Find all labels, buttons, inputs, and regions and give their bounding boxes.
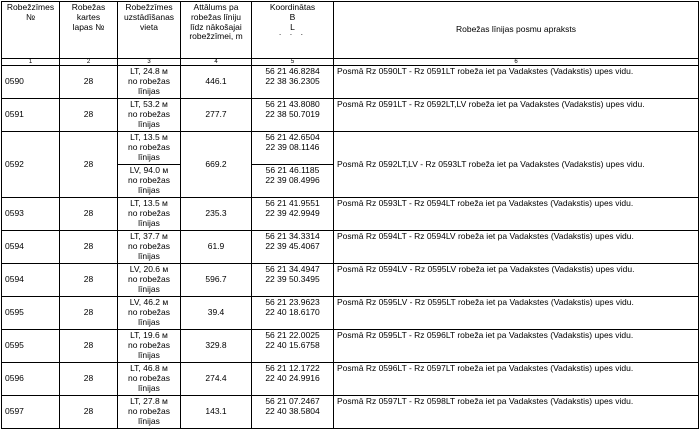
column-number: 5 bbox=[252, 59, 334, 66]
segment-description: Posmā Rz 0595LT - Rz 0596LT robeža iet pa Vadakstes (Vadakstis) upes vidu. bbox=[334, 330, 699, 363]
table-row bbox=[2, 363, 699, 396]
marker-number: 0592 bbox=[2, 132, 60, 198]
table-row bbox=[2, 264, 699, 297]
distance-value: 61.9 bbox=[181, 231, 252, 264]
marker-number: 0597 bbox=[2, 396, 60, 429]
sheet-number: 28 bbox=[60, 99, 118, 132]
table-row bbox=[2, 231, 699, 264]
marker-number: 0595 bbox=[2, 297, 60, 330]
marker-number: 0593 bbox=[2, 198, 60, 231]
distance-value: 669.2 bbox=[181, 132, 252, 198]
distance-value: 596.7 bbox=[181, 264, 252, 297]
sheet-number: 28 bbox=[60, 66, 118, 99]
header-distance: Attālums pa robežas līniju līdz nākošajai robežzīmei, m bbox=[181, 2, 252, 59]
distance-value: 235.3 bbox=[181, 198, 252, 231]
table-row bbox=[2, 198, 699, 231]
distance-value: 446.1 bbox=[181, 66, 252, 99]
column-number: 6 bbox=[334, 59, 699, 66]
marker-number: 0594 bbox=[2, 231, 60, 264]
column-number: 3 bbox=[118, 59, 181, 66]
location-cell: LT, 13.5 м no robežas līnijas bbox=[118, 132, 181, 165]
location-cell: LV, 94.0 м no robežas līnijas bbox=[118, 165, 181, 198]
coordinates-cell: 56 21 34.4947 22 39 50.3495 bbox=[252, 264, 334, 297]
location-cell: LT, 24.8 м no robežas līnijas bbox=[118, 66, 181, 99]
sheet-number: 28 bbox=[60, 132, 118, 198]
segment-description: Posmā Rz 0594LT - Rz 0594LV robeža iet pa Vadakstes (Vadakstis) upes vidu. bbox=[334, 231, 699, 264]
coordinates-cell: 56 21 46.1185 22 39 08.4996 bbox=[252, 165, 334, 198]
segment-description: Posmā Rz 0597LT - Rz 0598LT robeža iet pa Vadakstes (Vadakstis) upes vidu. bbox=[334, 396, 699, 429]
coordinates-cell: 56 21 42.6504 22 39 08.1146 bbox=[252, 132, 334, 165]
coordinates-cell: 56 21 34.3314 22 39 45.4067 bbox=[252, 231, 334, 264]
segment-description: Posmā Rz 0593LT - Rz 0594LT robeža iet pa Vadakstes (Vadakstis) upes vidu. bbox=[334, 198, 699, 231]
table-row bbox=[2, 99, 699, 132]
boundary-table bbox=[1, 1, 699, 429]
distance-value: 143.1 bbox=[181, 396, 252, 429]
column-number: 4 bbox=[181, 59, 252, 66]
marker-number: 0594 bbox=[2, 264, 60, 297]
location-cell: LT, 37.7 м no robežas līnijas bbox=[118, 231, 181, 264]
segment-description: Posmā Rz 0591LT - Rz 0592LT,LV robeža iet pa Vadakstes (Vadakstis) upes vidu. bbox=[334, 99, 699, 132]
coordinates-cell: 56 21 41.9551 22 39 42.9949 bbox=[252, 198, 334, 231]
location-cell: LT, 27.8 м no robežas līnijas bbox=[118, 396, 181, 429]
distance-value: 277.7 bbox=[181, 99, 252, 132]
sheet-number: 28 bbox=[60, 363, 118, 396]
location-cell: LV, 46.2 м no robežas līnijas bbox=[118, 297, 181, 330]
marker-number: 0596 bbox=[2, 363, 60, 396]
segment-description: Posmā Rz 0596LT - Rz 0597LT robeža iet pa Vadakstes (Vadakstis) upes vidu. bbox=[334, 363, 699, 396]
sheet-number: 28 bbox=[60, 198, 118, 231]
table-row bbox=[2, 66, 699, 99]
distance-value: 329.8 bbox=[181, 330, 252, 363]
sheet-number: 28 bbox=[60, 231, 118, 264]
header-location: Robežzīmes uzstādīšanas vieta bbox=[118, 2, 181, 59]
distance-value: 274.4 bbox=[181, 363, 252, 396]
sheet-number: 28 bbox=[60, 396, 118, 429]
coordinates-cell: 56 21 46.8284 22 38 36.2305 bbox=[252, 66, 334, 99]
coordinates-cell: 56 21 07.2467 22 40 38.5804 bbox=[252, 396, 334, 429]
sheet-number: 28 bbox=[60, 330, 118, 363]
coordinates-cell: 56 21 12.1722 22 40 24.9916 bbox=[252, 363, 334, 396]
location-cell: LT, 53.2 м no robežas līnijas bbox=[118, 99, 181, 132]
table-row bbox=[2, 396, 699, 429]
marker-number: 0591 bbox=[2, 99, 60, 132]
marker-number: 0595 bbox=[2, 330, 60, 363]
segment-description: Posmā Rz 0590LT - Rz 0591LT robeža iet pa Vadakstes (Vadakstis) upes vidu. bbox=[334, 66, 699, 99]
distance-value: 39.4 bbox=[181, 297, 252, 330]
header-description: Robežas līnijas posmu apraksts bbox=[334, 2, 699, 59]
segment-description: Posmā Rz 0592LT,LV - Rz 0593LT robeža iet pa Vadakstes (Vadakstis) upes vidu. bbox=[334, 132, 699, 198]
segment-description: Posmā Rz 0594LV - Rz 0595LV robeža iet pa Vadakstes (Vadakstis) upes vidu. bbox=[334, 264, 699, 297]
column-number: 2 bbox=[60, 59, 118, 66]
header-coordinates: Koordinātas B L · · · bbox=[252, 2, 334, 59]
sheet-number: 28 bbox=[60, 264, 118, 297]
coordinates-cell: 56 21 22.0025 22 40 15.6758 bbox=[252, 330, 334, 363]
table-row bbox=[2, 132, 699, 165]
table-row bbox=[2, 297, 699, 330]
location-cell: LV, 20.6 м no robežas līnijas bbox=[118, 264, 181, 297]
location-cell: LT, 19.6 м no robežas līnijas bbox=[118, 330, 181, 363]
marker-number: 0590 bbox=[2, 66, 60, 99]
coordinates-cell: 56 21 23.9623 22 40 18.6170 bbox=[252, 297, 334, 330]
segment-description: Posmā Rz 0595LV - Rz 0595LT robeža iet pa Vadakstes (Vadakstis) upes vidu. bbox=[334, 297, 699, 330]
column-number-row bbox=[2, 59, 699, 66]
column-number: 1 bbox=[2, 59, 60, 66]
location-cell: LT, 46.8 м no robežas līnijas bbox=[118, 363, 181, 396]
location-cell: LT, 13.5 м no robežas līnijas bbox=[118, 198, 181, 231]
header-map-sheet: Robežas kartes lapas № bbox=[60, 2, 118, 59]
coordinates-cell: 56 21 43.8080 22 38 50.7019 bbox=[252, 99, 334, 132]
table-row bbox=[2, 330, 699, 363]
sheet-number: 28 bbox=[60, 297, 118, 330]
header-marker-no: Robežzīmes № bbox=[2, 2, 60, 59]
